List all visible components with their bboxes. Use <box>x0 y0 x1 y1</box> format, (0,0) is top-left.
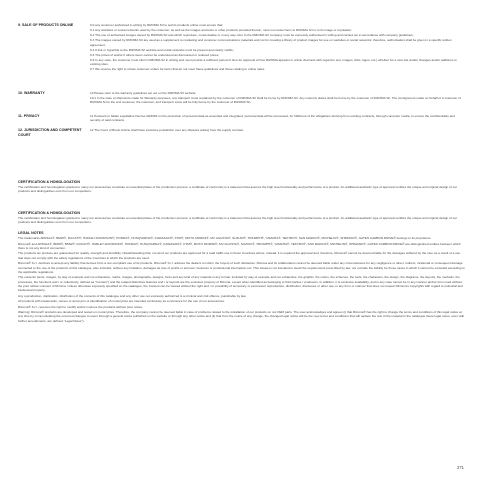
block-title: CERTIFICATION & HOMOLOGATION <box>18 211 80 215</box>
paragraph: Rizoma® S.r.l. reserves the right to modify and/or improve the products without prior notice. <box>18 304 144 309</box>
paragraph: 10 Please refer to the warranty guidelines set out on the RIZOMA Srl website. <box>90 91 197 95</box>
paragraph: The contents (texts, images, by way of example and not exhaustive, marks, images, photographs, designs, fonts and any kind of any material in any format, included by way of example and not exhaustive, the graphic, the colors, the schemes, the tools, the characters, the design, the diagrams, the layouts, the methods, the processes, the functions and / or collectively, defined as "Content") and the related distinctive features and / or layouts are the exclusive property of Rizoma, except when identified as belonging to third parties / producers. In addition, it is exclusive availability, and in any case cannot be in any manner and/or form used without the prior written consent of Rizoma. Unless otherwise expressly specified on the catalogue, the Content can be viewed without the right and / or possibility of temporary or permanent reproduction, distribution, disclosure or other use, in any form or manner that does not respect Rizoma's copyrights with regard to industrial and intellectual property. <box>18 275 463 293</box>
paragraph: 9.5 The prices of and/or if others items cannot be understood as discounted or reduced prices; <box>90 52 220 57</box>
paragraph: 9.7 We reserve the right to refuse customer orders for items that do not meet these guidelines and those relating to online sales. <box>90 67 266 72</box>
paragraph: 10.1 In the case of shipments made for Warranty purposes, any transport costs sustained by the customer of RIZOMA Srl shall be borne by RIZOMA Srl. Any customs duties shall be borne by the customer of RIZOMA Srl. The consignment made on behalf of a customer of RIZOMA Srl to the end customer, the customer, and transport costs will be fully borne by the customer of RIZOMA Srl. <box>90 96 461 105</box>
paragraph: 9.3 The images owned by RIZOMA Srl are used as a supplement to marketing and customer communications materials and not for creating a library of product images for use on websites or social networks; therefore, authorisation shall be given in a specific written agreement; <box>90 38 452 47</box>
section-title: 12. JURISDICTION AND COMPETENT COURT <box>18 128 82 137</box>
certification-block <box>18 180 465 195</box>
paragraph: 11 Pursuant to Italian Legislative Decree 30/2003 on the protection of personal data as amended and integrated, personal data will be processed, for fulfilment of the obligations deriving from existing contracts, through computer media, to ensure the confidentiality and security of said contracts. <box>90 114 455 123</box>
paragraph: Rizoma® S.r.l. declines to accept any liability that derives from a non-compliant use of its products. Rizoma® S.r.l. advises the dealers to inform the buyers of such disclaimer. Rizoma and its collaborators cannot be deemed liable under any circumstances for any negligence or direct, indirect, incidental or consequent damage connected to the use of the products of this catalogue, also included, without any limitation, damages as loss of profits or turnover, business or professional interruption etc. This clause is not intended to avoid the requirements prescribed by law, nor exclude the liability for those cases in which it cannot be excluded according to the applicable regulations. <box>18 261 465 274</box>
paragraph: 9.6 In any case, the customer must inform RIZOMA Srl in writing and must provide a sufficient period of time for approval of how RIZOMA appears in online channels with regard to text, images, links, logos, etc.) whether for a new site and/or changes and/or additions to existing sites. <box>90 57 457 67</box>
section-warranty <box>18 91 465 105</box>
section-jurisdiction <box>18 128 465 137</box>
legal-notes-title: LEGAL NOTES <box>18 230 44 235</box>
certification-legal-block <box>18 211 465 324</box>
section-privacy <box>18 114 465 123</box>
section-sale-online <box>18 23 465 72</box>
legal-notes-body <box>18 236 465 323</box>
page-number: 271 <box>457 465 464 470</box>
section-title: 10. WARRANTY <box>18 91 45 95</box>
paragraph: 9.1 Any websites or social networks used by the customer, as well as the images and texts or other products provided therein, must not cause harm to RIZOMA Srl or to its image or reputation; <box>90 28 352 33</box>
paragraph: The trademarks APRILIA®, BMW®, DUCATI®, HARLEY-DAVIDSON®, HONDA®, HUSQVARNA®, KAWASAKI®, KTM®, MOTO MORINI®, MV AGUSTA®, SUZUKI®, TRIUMPH®, YAMAHA®, TEKTRO®, SAN MARCO®, MICHELIN®, SHIMANO®, GATES CARBON DRIVE® belongs to its proprietors. <box>18 236 432 241</box>
paragraph: All products with trademarks, names or acronyms of identification of motorcycles are intended exclusively as a reference for the use of our accessories. <box>18 299 225 304</box>
paragraph: 9.0 any customer authorised in writing by RIZOMA Srl to sell its products online must ensure that: <box>90 23 224 27</box>
section-body <box>90 91 465 105</box>
paragraph: The certification and homologation granted to many our accessories constitute an essential phase of the production process: a certificate of conformity is a statement that assures the high level functionality and performance of a product. An additional aesthetic type of approval certifies the unique and original design of our products and distinguishes ours from our competitors. <box>18 185 458 194</box>
paragraph: Rizoma® and APRILIA®, BMW®, BMW®, DUCATI®, HARLEY-DAVIDSON®, HONDA®, HUSQVARNA®, KAWASAKI®, KTM®, MOTO MORINI®, MV AGUSTA®, SUZUKI®, TRIUMPH®, YAMAHA®, TEKTRO®, SAN MARCO®, MICHELIN®, SHIMANO®, GATES CARBON DRIVE® are distinguished entities between which there is not any kind of connection. <box>18 241 461 250</box>
paragraph: 9.2 The use of authorised images owned by RIZOMA Srl and which reproduce, contextualise or in any way refer to the RIZOMA Srl company must be expressly authorised in writing and carried out in accordance with company guidelines; <box>90 33 414 38</box>
section-body <box>90 23 465 72</box>
paragraph: 12 The Court of Busto Arsizio shall have exclusive jurisdiction over any disputes arising from the supply contract. <box>90 128 244 132</box>
section-title: 11. PRIVACY <box>18 114 40 118</box>
section-body <box>90 128 465 137</box>
paragraph: 9.4 A link or hyperlink to the RIZOMA Srl website and social networks must be present and clearly visible; <box>90 47 234 52</box>
paragraph: Warning: Rizoma® products are developed and tested on motorcycles. Therefore, the company cannot be deemed liable in case of problems related to the installation of our products on not OEM parts. The user acknowledges and agrees (i) that Rizoma® has the right to change the terms and conditions of this legal notice at any time by communicating the occurred changes to users through a general notice published on the website or through any other notice and (ii) that from the notice of any change, the changed legal notice will be the new terms and conditions that will replace the rest of the material in the catalogue these legal notes, even with further amendments, are defined "Legal Notes"). <box>18 310 465 323</box>
section-body <box>90 114 465 123</box>
block-body <box>18 185 465 194</box>
block-body <box>18 216 465 225</box>
block-title: CERTIFICATION & HOMOLOGATION <box>18 180 80 184</box>
paragraph: The certification and homologation granted to many our accessories constitute an essential phase of the production process: a certificate of conformity is a statement that assures the high level functionality and performance of a product. An additional aesthetic type of approval certifies the unique and original design of our products and distinguishes ours from our competitors. <box>18 216 458 225</box>
paragraph: Any reproduction, duplication, distribution of the contents of this catalogue and any other use not expressly authorized is a criminal and civil offence, punishable by law. <box>18 293 247 298</box>
paragraph: The products we produce are guaranteed for quality, strength and durability. Notwithstanding that, not all of our products are approved for a road traffic use in those Countries where, instead, it is required the approval and, therefore, Rizoma® cannot be deemed liable for the damages suffered by the user as a result of a use that does not comply with the safety regulations of the Countries in which the products are used. <box>18 251 461 260</box>
section-title: 9. SALE OF PRODUCTS ONLINE <box>18 23 74 27</box>
